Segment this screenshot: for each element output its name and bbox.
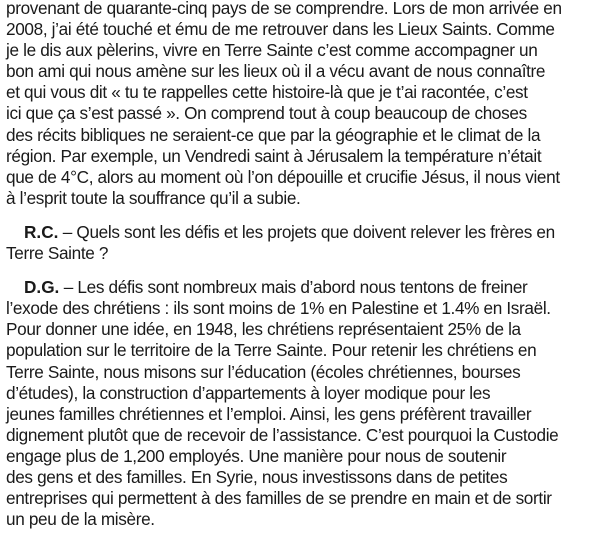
question-text: – Quels sont les défis et les projets que doivent relever les frères en (58, 221, 555, 242)
text-line: que de 4°C, alors au moment où l’on dépouille et crucifie Jésus, il nous vient (6, 166, 560, 187)
text-line: des gens et des familles. En Syrie, nous investissons dans de petites (6, 466, 508, 487)
text-line: à l’esprit toute la souffrance qu’il a subie. (6, 187, 301, 208)
text-line: dignement plutôt que de recevoir de l’assistance. C’est pourquoi la Custodie (6, 424, 559, 445)
text-line: un peu de la misère. (6, 509, 155, 530)
text-line: je le dis aux pèlerins, vivre en Terre Sainte c’est comme accompagner un (6, 40, 538, 61)
text-line: 2008, j’ai été touché et ému de me retrouver dans les Lieux Saints. Comme (6, 19, 555, 40)
article-text (6, 0, 600, 530)
text-line: des récits bibliques ne seraient-ce que par la géographie et le climat de la (6, 124, 541, 145)
paragraph-question (6, 222, 600, 264)
paragraph-answer (6, 277, 600, 530)
speaker-label: R.C. (24, 221, 59, 242)
text-line: entreprises qui permettent à des familles de se prendre en main et de sortir (6, 488, 552, 509)
text-line: bon ami qui nous amène sur les lieux où il a vécu avant de nous connaître (6, 61, 546, 82)
answer-text: – Les défis sont nombreux mais d’abord nous tentons de freiner (59, 277, 528, 298)
paragraph-intro (6, 0, 600, 209)
text-line: engage plus de 1,200 employés. Une manière pour nous de soutenir (6, 445, 507, 466)
text-line (6, 222, 600, 243)
text-line: Terre Sainte, nous misons sur l’éducation (écoles chrétiennes, bourses (6, 361, 521, 382)
text-line: et qui vous dit « tu te rappelles cette histoire-là que je t’ai racontée, c’est (6, 82, 528, 103)
text-line: Pour donner une idée, en 1948, les chrétiens représentaient 25% de la (6, 319, 521, 340)
text-line: provenant de quarante-cinq pays de se comprendre. Lors de mon arrivée en (6, 0, 562, 18)
text-line: d’études), la construction d’appartements à loyer modique pour les (6, 382, 491, 403)
text-line: ici que ça s’est passé ». On comprend tout à coup beaucoup de choses (6, 103, 527, 124)
text-line: Terre Sainte ? (6, 243, 109, 264)
text-line (6, 277, 600, 298)
text-line: l’exode des chrétiens : ils sont moins de 1% en Palestine et 1.4% en Israël. (6, 298, 551, 319)
speaker-label: D.G. (24, 277, 60, 298)
text-line: population sur le territoire de la Terre Sainte. Pour retenir les chrétiens en (6, 340, 537, 361)
text-line: jeunes familles chrétiennes et l’emploi. Ainsi, les gens préfèrent travailler (6, 403, 532, 424)
text-line: région. Par exemple, un Vendredi saint à Jérusalem la température n’était (6, 145, 542, 166)
